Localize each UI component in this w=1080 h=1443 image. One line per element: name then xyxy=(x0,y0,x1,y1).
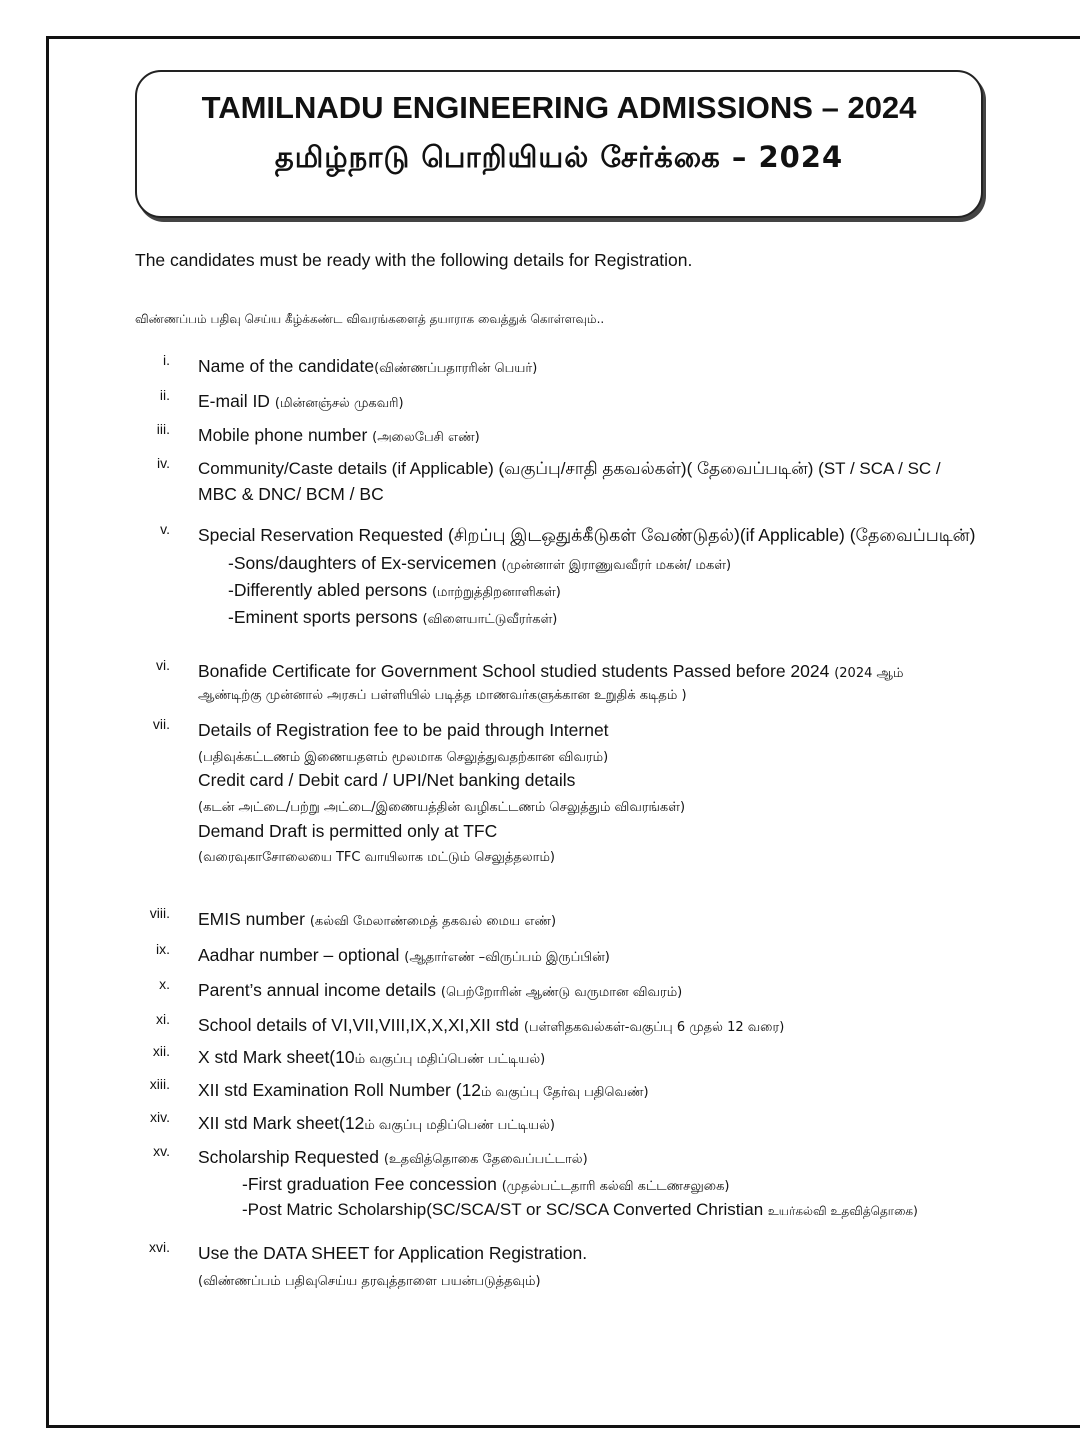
item-text-line-2: Credit card / Debit card / UPI/Net banking details xyxy=(198,770,576,790)
item-text: Use the DATA SHEET for Application Registration. xyxy=(198,1243,588,1263)
item-text-tamil: (விண்ணப்பதாரரின் பெயர்) xyxy=(374,361,538,376)
sub-item-text: -First graduation Fee concession xyxy=(242,1174,502,1194)
item-text: School details of VI,VII,VIII,IX,X,XI,XII std xyxy=(198,1015,524,1035)
item-number: xiv. xyxy=(150,1109,170,1125)
intro-text: The candidates must be ready with the following details for Registration. xyxy=(135,250,693,270)
item-text: Aadhar number – optional xyxy=(198,945,405,965)
item-number: xii. xyxy=(152,1043,170,1059)
item-text-tamil: (பள்ளிதகவல்கள்-வகுப்பு 6 முதல் 12 வரை) xyxy=(523,1020,785,1035)
sub-item-text-tamil: (முதல்பட்டதாரி கல்வி கட்டணசலுகை) xyxy=(501,1179,730,1194)
item-number: vi. xyxy=(156,657,170,673)
item-number: ii. xyxy=(159,387,170,403)
item-text-tamil: (மின்னஞ்சல் முகவரி) xyxy=(274,396,404,411)
item-text-tamil: (விண்ணப்பம் பதிவுசெய்ய தரவுத்தாளை பயன்படுத்தவும்) xyxy=(198,1274,541,1289)
item-text: Details of Registration fee to be paid through Internet xyxy=(198,720,609,740)
item-text-tamil-continued: ஆண்டிற்கு முன்னால் அரசுப் பள்ளியில் படித்த மாணவர்களுக்கான உறுதிக் கடிதம் ) xyxy=(198,688,687,703)
sub-item-text: -Eminent sports persons xyxy=(228,607,423,627)
item-text-tamil: (ஆதார்எண் –விருப்பம் இருப்பின்) xyxy=(404,950,610,965)
item-text: X std Mark sheet(10 xyxy=(198,1047,355,1067)
item-text: XII std Examination Roll Number (12 xyxy=(198,1080,482,1100)
item-number: vii. xyxy=(152,716,170,732)
item-number: x. xyxy=(159,976,170,992)
item-text-tamil: (பெற்றோரின் ஆண்டு வருமான விவரம்) xyxy=(440,985,683,1000)
item-text: EMIS number xyxy=(198,909,310,929)
item-text: Mobile phone number xyxy=(198,425,373,445)
item-text: E-mail ID xyxy=(198,391,275,411)
item-text-tamil: ம் வகுப்பு மதிப்பெண் பட்டியல்) xyxy=(364,1118,555,1133)
title-box xyxy=(135,70,983,218)
item-text-line-3: Demand Draft is permitted only at TFC xyxy=(198,821,498,841)
item-text: Parent’s annual income details xyxy=(198,980,441,1000)
item-text-tamil: ம் வகுப்பு மதிப்பெண் பட்டியல்) xyxy=(354,1052,546,1067)
sub-item-text-tamil: (மாற்றுத்திறனாளிகள்) xyxy=(431,585,561,600)
sub-item-text: -Post Matric Scholarship(SC/SCA/ST or SC/SCA Converted Christian xyxy=(242,1200,768,1219)
item-text: XII std Mark sheet(12 xyxy=(198,1113,365,1133)
sub-item-text: -Sons/daughters of Ex-servicemen xyxy=(228,553,502,573)
item-number: xi. xyxy=(156,1011,170,1027)
item-number: iv. xyxy=(157,455,170,471)
item-text-tamil: (உதவித்தொகை தேவைப்பட்டால்) xyxy=(383,1152,588,1167)
item-text-continued: MBC & DNC/ BCM / BC xyxy=(198,484,384,504)
item-text: Special Reservation Requested (சிறப்பு இடஒதுக்கீடுகள் வேண்டுதல்)(if Applicable) (தேவைப்படின்) xyxy=(198,525,976,545)
item-text-tamil: (கல்வி மேலாண்மைத் தகவல் மைய எண்) xyxy=(309,914,557,929)
item-number: iii. xyxy=(156,421,170,437)
item-text-tamil-line-2: (கடன் அட்டை/பற்று அட்டை/இணையத்தின் வழிகட்டணம் செலுத்தும் விவரங்கள்) xyxy=(198,800,686,815)
item-text: Community/Caste details (if Applicable) (வகுப்பு/சாதி தகவல்கள்)( தேவைப்படின்) (ST / SCA / SC / xyxy=(198,459,941,478)
item-text-tamil: (பதிவுக்கட்டணம் இணையதளம் மூலமாக செலுத்துவதற்கான விவரம்) xyxy=(198,750,609,765)
item-number: ix. xyxy=(156,941,170,957)
item-number: xiii. xyxy=(149,1076,170,1092)
page-title: TAMILNADU ENGINEERING ADMISSIONS – 2024 xyxy=(201,90,917,125)
item-text-tamil: ம் வகுப்பு தேர்வு பதிவெண்) xyxy=(481,1085,649,1100)
sub-item-text-tamil: (விளையாட்டுவீரர்கள்) xyxy=(422,612,558,627)
item-text-tamil: (அலைபேசி எண்) xyxy=(372,430,480,445)
item-number: xvi. xyxy=(149,1239,170,1255)
item-text: Name of the candidate xyxy=(198,356,375,376)
item-number: xv. xyxy=(153,1143,170,1159)
item-number: v. xyxy=(160,521,170,537)
intro-text-tamil: விண்ணப்பம் பதிவு செய்ய கீழ்க்கண்ட விவரங்களைத் தயாராக வைத்துக் கொள்ளவும்.. xyxy=(135,312,605,326)
item-number: viii. xyxy=(149,905,170,921)
item-text-tamil-line-3: (வரைவுகாசோலையை TFC வாயிலாக மட்டும் செலுத்தலாம்) xyxy=(198,850,555,865)
page-title-tamil: தமிழ்நாடு பொறியியல் சேர்க்கை – 2024 xyxy=(274,140,844,174)
item-text: Bonafide Certificate for Government School studied students Passed before 2024 xyxy=(198,661,835,681)
item-text-tamil: (2024 ஆம் xyxy=(834,666,904,681)
sub-item-text: -Differently abled persons xyxy=(228,580,432,600)
item-number: i. xyxy=(163,352,170,368)
item-text: Scholarship Requested xyxy=(198,1147,384,1167)
sub-item-text-tamil: (முன்னாள் இராணுவவீரர் மகன்/ மகள்) xyxy=(501,558,732,573)
sub-item-text-tamil: உயர்கல்வி உதவித்தொகை) xyxy=(767,1204,918,1218)
